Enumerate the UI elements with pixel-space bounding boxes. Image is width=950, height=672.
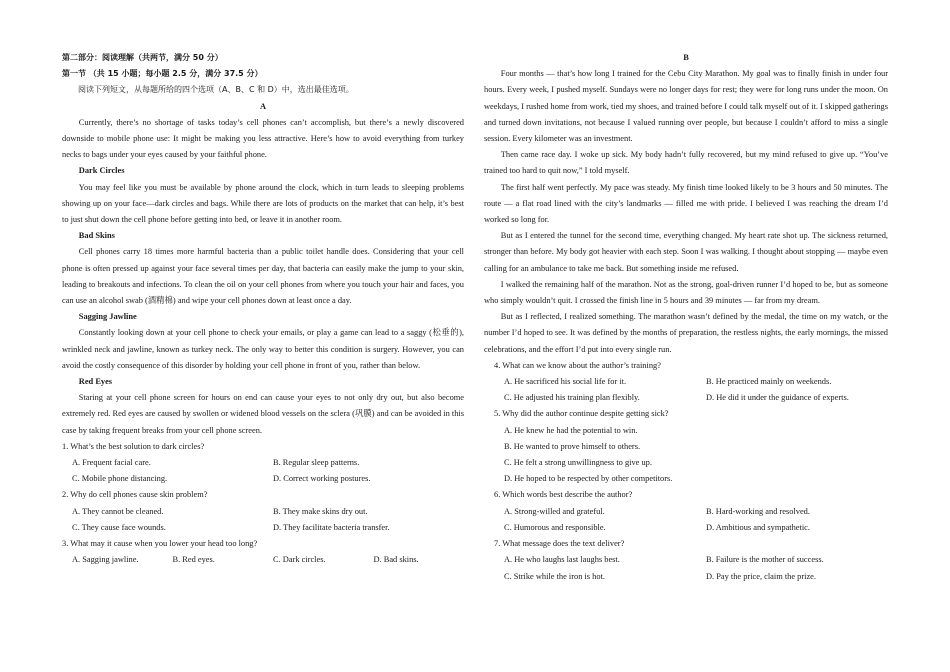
option-d: D. He did it under the guidance of experts. bbox=[706, 393, 849, 403]
option-a: A. They cannot be cleaned. bbox=[72, 506, 164, 516]
right-column bbox=[484, 50, 888, 585]
option-a: A. Sagging jawline. bbox=[72, 555, 139, 565]
option-d: D. Pay the price, claim the prize. bbox=[706, 571, 816, 581]
option-d: D. Bad skins. bbox=[373, 555, 419, 565]
passage-label-a: A bbox=[259, 101, 267, 111]
option-a: A. Frequent facial care. bbox=[72, 458, 151, 468]
option-a: A. He sacrificed his social life for it. bbox=[504, 377, 627, 387]
option-b: B. Regular sleep patterns. bbox=[273, 458, 360, 468]
question-4 bbox=[484, 358, 888, 407]
passage-label-b: B bbox=[683, 53, 689, 62]
options-row bbox=[62, 455, 464, 471]
option-d: D. Correct working postures. bbox=[273, 474, 371, 484]
subheading: Sagging Jawline bbox=[78, 312, 137, 322]
section-title: 第二部分：阅读理解（共两节，满分 50 分） bbox=[62, 53, 223, 62]
options-row bbox=[484, 423, 888, 439]
option-c: C. They cause face wounds. bbox=[72, 522, 166, 532]
passage-paragraph: The first half went perfectly. My pace was steady. My finish time looked likely to be 3 hours and 50 minutes. The route — a flat road lined with the city’s landmarks — filled me with pride. I believed I was reaching the dream I’d worked so long for. bbox=[484, 182, 888, 225]
option-b: B. Hard-working and resolved. bbox=[706, 506, 810, 516]
question-stem: 2. Why do cell phones cause skin problem? bbox=[62, 490, 208, 500]
question-stem: 3. What may it cause when you lower your head too long? bbox=[62, 539, 258, 549]
options-row bbox=[484, 390, 888, 406]
option-d: D. They facilitate bacteria transfer. bbox=[273, 522, 390, 532]
passage-paragraph: You may feel like you must be available by phone around the clock, which in turn leads to sleeping problems showing up on your face—dark circles and bags. While there are lots of products on the market that can help, it’s best to just shut down the cell phone before getting into bed, or leave it in another room. bbox=[62, 182, 464, 225]
option-b: B. Red eyes. bbox=[172, 555, 215, 565]
question-stem: 1. What’s the best solution to dark circles? bbox=[62, 441, 205, 451]
options-row bbox=[484, 552, 888, 568]
question-stem: 7. What message does the text deliver? bbox=[494, 539, 625, 549]
passage-paragraph: I walked the remaining half of the marathon. Not as the strong, goal-driven runner I’d hoped to be, but as someone who simply wouldn’t quit. I crossed the finish line in 5 hours and 39 minutes — far from my dream. bbox=[484, 279, 888, 306]
options-row bbox=[484, 471, 888, 487]
passage-paragraph: Staring at your cell phone screen for hours on end can cause your eyes to not only dry out, but also become extremely red. Red eyes are caused by swollen or widened blood vessels on the sclera (巩膜) and can be avoided in this case by taking frequent breaks from your cell phone screen. bbox=[62, 393, 464, 435]
left-column bbox=[62, 50, 464, 569]
question-5 bbox=[484, 406, 888, 487]
option-c: C. Strike while the iron is hot. bbox=[504, 571, 605, 581]
option-b: B. They make skins dry out. bbox=[273, 506, 368, 516]
option-a: A. Strong-willed and grateful. bbox=[504, 506, 605, 516]
passage-paragraph: But as I reflected, I realized something. The marathon wasn’t defined by the medal, the time on my watch, or the number I’d hoped to see. It was defined by the months of preparation, the restless nights, the early mornings, the missed celebrations, and the effort I’d put into every single run. bbox=[484, 312, 888, 354]
option-c: C. He adjusted his training plan flexibly. bbox=[504, 393, 640, 403]
passage-a-intro: Currently, there’s no shortage of tasks today’s cell phones can’t accomplish, but there’s a newly discovered downside to mobile phone use: It might be making you less attractive. Here’s how to avoid everything from turkey necks to bags under your eyes caused by your faithful phone. bbox=[62, 117, 464, 160]
option-a: A. He knew he had the potential to win. bbox=[504, 425, 638, 435]
question-stem: 6. Which words best describe the author? bbox=[494, 490, 633, 500]
options-row bbox=[62, 504, 464, 520]
question-3 bbox=[62, 536, 464, 568]
options-row bbox=[484, 439, 888, 455]
options-row bbox=[484, 455, 888, 471]
passage-paragraph: Then came race day. I woke up sick. My body hadn’t fully recovered, but my mind refused to give up. “You’ve trained too hard to quit now,” I told myself. bbox=[484, 150, 888, 176]
options-row bbox=[62, 520, 464, 536]
option-b: B. He wanted to prove himself to others. bbox=[504, 441, 641, 451]
option-a: A. He who laughs last laughs best. bbox=[504, 555, 620, 565]
subheading: Bad Skins bbox=[78, 231, 115, 241]
options-row bbox=[484, 520, 888, 536]
question-stem: 4. What can we know about the author’s training? bbox=[494, 360, 661, 370]
subheading: Dark Circles bbox=[78, 166, 125, 176]
passage-paragraph: Cell phones carry 18 times more harmful bacteria than a public toilet handle does. Considering that your cell phone is often pressed up against your face several times per day, that bacteria can easily make the jump to your skin, leading to breakouts and infections. To clean the oil on your cell phones from where you touch your hair and faces, you can use an alcohol swab (酒精棉) and wipe your cell phones down at least once a day. bbox=[62, 247, 464, 306]
passage-paragraph: Four months — that’s how long I trained for the Cebu City Marathon. My goal was to finally finish in under four hours. Every week, I pushed myself. Sundays were no longer days for rest; they were for long runs under the moon. On weekdays, I rushed home from work, tied my shoes, and trained before I could talk myself out of it. I skipped gatherings and turned down invitations, not because I valued running over people, but because I couldn’t afford to miss a single session. Every kilometer was an investment. bbox=[484, 69, 888, 144]
question-6 bbox=[484, 487, 888, 536]
option-c: C. Humorous and responsible. bbox=[504, 522, 606, 532]
option-d: D. He hoped to be respected by other competitors. bbox=[504, 474, 673, 484]
options-row bbox=[484, 374, 888, 390]
instructions: 阅读下列短文，从每题所给的四个选项（A、B、C 和 D）中，选出最佳选项。 bbox=[78, 85, 354, 95]
passage-paragraph: But as I entered the tunnel for the second time, everything changed. My heart rate shot up. The sickness returned, stronger than before. My body got heavier with each step. Soon I was walking. I thought about stopping — maybe even calling for an ambulance to take me back. But something inside me refused. bbox=[484, 231, 888, 273]
question-2 bbox=[62, 487, 464, 536]
question-7 bbox=[484, 536, 888, 585]
option-c: C. Dark circles. bbox=[273, 555, 326, 565]
option-b: B. He practiced mainly on weekends. bbox=[706, 377, 832, 387]
question-1 bbox=[62, 439, 464, 488]
option-c: C. Mobile phone distancing. bbox=[72, 474, 168, 484]
passage-paragraph: Constantly looking down at your cell phone to check your emails, or play a game can lead to a saggy (松垂的), wrinkled neck and jawline, known as turkey neck. The only way to better this condition is surgery. However, you can avoid the costly consequence of this disorder by holding your cell phone in front of you, rather than below. bbox=[62, 328, 464, 370]
subheading: Red Eyes bbox=[78, 377, 113, 387]
options-row bbox=[484, 569, 888, 585]
options-row bbox=[62, 552, 464, 568]
option-b: B. Failure is the mother of success. bbox=[706, 555, 824, 565]
options-row bbox=[484, 504, 888, 520]
section-subtitle: 第一节 （共 15 小题；每小题 2.5 分，满分 37.5 分） bbox=[62, 69, 263, 79]
option-d: D. Ambitious and sympathetic. bbox=[706, 522, 810, 532]
options-row bbox=[62, 471, 464, 487]
question-stem: 5. Why did the author continue despite getting sick? bbox=[494, 409, 669, 419]
option-c: C. He felt a strong unwillingness to give up. bbox=[504, 458, 652, 468]
